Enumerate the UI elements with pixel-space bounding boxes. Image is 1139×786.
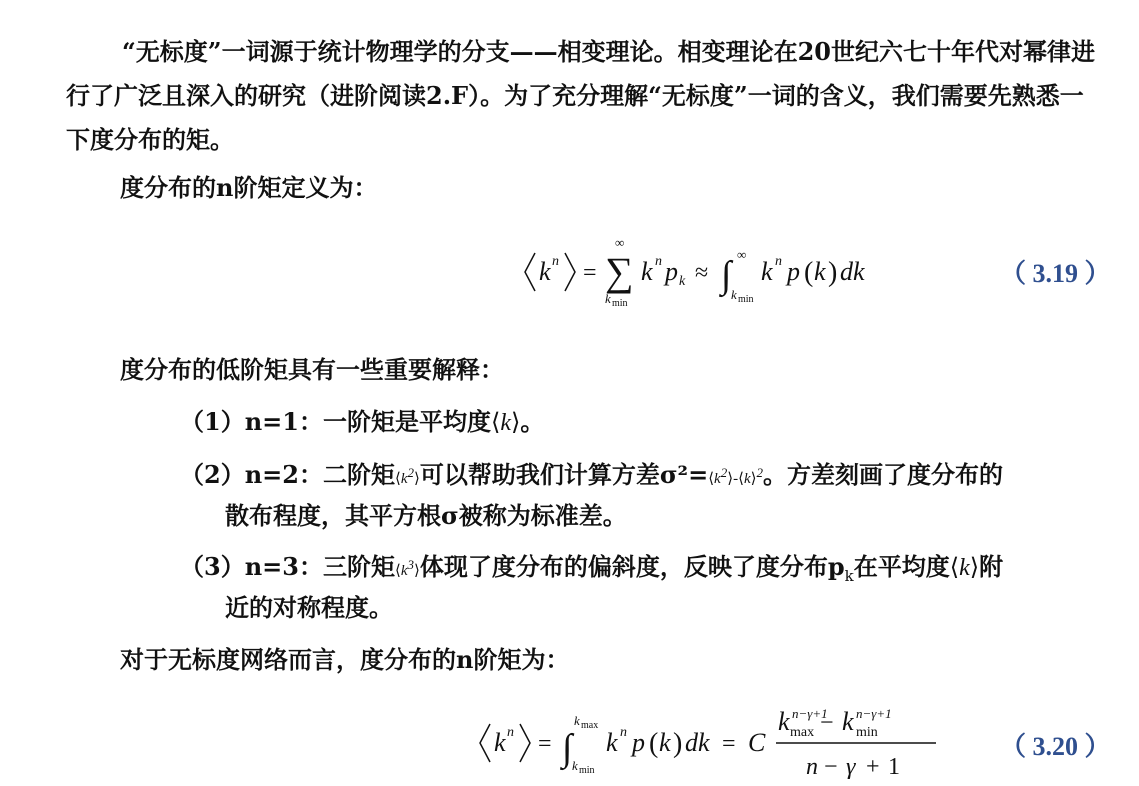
svg-text:∫: ∫: [721, 254, 732, 296]
svg-text:k: k: [494, 728, 506, 757]
equation-3-19: [515, 225, 895, 315]
svg-text:n: n: [655, 254, 662, 269]
svg-text:k: k: [574, 713, 580, 728]
svg-text:dk: dk: [685, 728, 710, 757]
second-moment-symbol: $⟨k^2⟩$: [394, 465, 420, 487]
svg-text:p: p: [787, 257, 800, 286]
svg-text:k: k: [679, 274, 686, 289]
svg-text:k: k: [731, 287, 737, 302]
low-order-moments-intro: 度分布的低阶矩具有一些重要解释：: [120, 355, 504, 384]
svg-text:n−γ+1: n−γ+1: [856, 706, 892, 721]
svg-text:−: −: [824, 754, 838, 780]
svg-text:k: k: [778, 707, 790, 736]
svg-text:≈: ≈: [695, 260, 709, 286]
svg-text:∞: ∞: [615, 235, 625, 250]
svg-text:=: =: [722, 731, 736, 757]
svg-text:∞: ∞: [737, 247, 747, 262]
moment-item-2: （2）n=2：二阶矩$⟨k^2⟩$可以帮助我们计算方差$\sigma^2=⟨k^2⟩-⟨k⟩^2$。方差刻画了度分布的: [180, 460, 1003, 489]
svg-text:k: k: [814, 257, 826, 286]
svg-text:k: k: [659, 728, 671, 757]
svg-text:∑: ∑: [605, 249, 634, 294]
svg-text:dk: dk: [840, 257, 865, 286]
svg-text:n: n: [806, 754, 818, 780]
mean-degree-symbol: ⟨k⟩: [949, 553, 980, 581]
svg-text:1: 1: [888, 754, 900, 780]
equation-number-3-20: （ 3.20 ）: [1000, 732, 1111, 761]
svg-text:p: p: [665, 257, 678, 286]
moment-item-2-continued: 散布程度，其平方根σ被称为标准差。: [225, 501, 627, 530]
svg-text:k: k: [842, 707, 854, 736]
svg-text:n: n: [775, 254, 782, 269]
svg-text:(: (: [804, 257, 814, 288]
svg-text:k: k: [605, 291, 611, 306]
svg-text:k: k: [572, 758, 578, 773]
svg-text:min: min: [738, 294, 754, 305]
equation-3-20: [470, 700, 950, 786]
equation-number-3-19: （ 3.19 ）: [1000, 259, 1111, 288]
scale-free-moment-intro: 对于无标度网络而言，度分布的n阶矩为：: [120, 645, 570, 674]
svg-text:∫: ∫: [562, 727, 573, 769]
svg-text:=: =: [583, 260, 597, 286]
svg-text:C: C: [748, 728, 766, 757]
moment-definition-intro: 度分布的n阶矩定义为：: [120, 173, 378, 202]
svg-text:=: =: [538, 731, 552, 757]
moment-item-3-continued: 近的对称程度。: [225, 593, 393, 622]
variance-formula: $⟨k^2⟩-⟨k⟩^2$: [708, 465, 763, 487]
svg-text:k: k: [761, 257, 773, 286]
svg-text:min: min: [579, 765, 595, 776]
svg-text:k: k: [606, 728, 618, 757]
svg-text:min: min: [612, 298, 628, 309]
svg-text:n: n: [507, 725, 514, 740]
moment-item-1: （1）n=1：一阶矩是平均度⟨k⟩。: [180, 407, 545, 436]
svg-text:−: −: [820, 710, 834, 736]
svg-text:): ): [828, 257, 838, 288]
svg-text:γ: γ: [846, 754, 856, 780]
svg-text:max: max: [790, 725, 815, 740]
svg-text:p: p: [632, 728, 645, 757]
svg-text:): ): [673, 728, 683, 759]
moment-item-3: （3）n=3：三阶矩$⟨k^3⟩$体现了度分布的偏斜度，反映了度分布$p_k$在平均度⟨k⟩附: [180, 552, 1004, 585]
svg-text:k: k: [641, 257, 653, 286]
svg-text:n: n: [620, 725, 627, 740]
svg-text:(: (: [649, 728, 659, 759]
svg-text:n: n: [552, 254, 559, 269]
svg-text:+: +: [866, 754, 880, 780]
svg-text:n−γ+1: n−γ+1: [792, 706, 828, 721]
third-moment-symbol: $⟨k^3⟩$: [394, 557, 420, 579]
svg-text:min: min: [856, 725, 878, 740]
svg-text:k: k: [539, 257, 551, 286]
svg-text:max: max: [581, 720, 599, 731]
intro-paragraph: “无标度”一词源于统计物理学的分支——相变理论。相变理论在20世纪六七十年代对幂律进行了广泛且深入的研究（进阶阅读2.F）。为了充分理解“无标度”一词的含义，我们需要先熟悉一下度分布的矩。: [66, 37, 1096, 154]
mean-degree-symbol: ⟨k⟩: [490, 408, 521, 436]
